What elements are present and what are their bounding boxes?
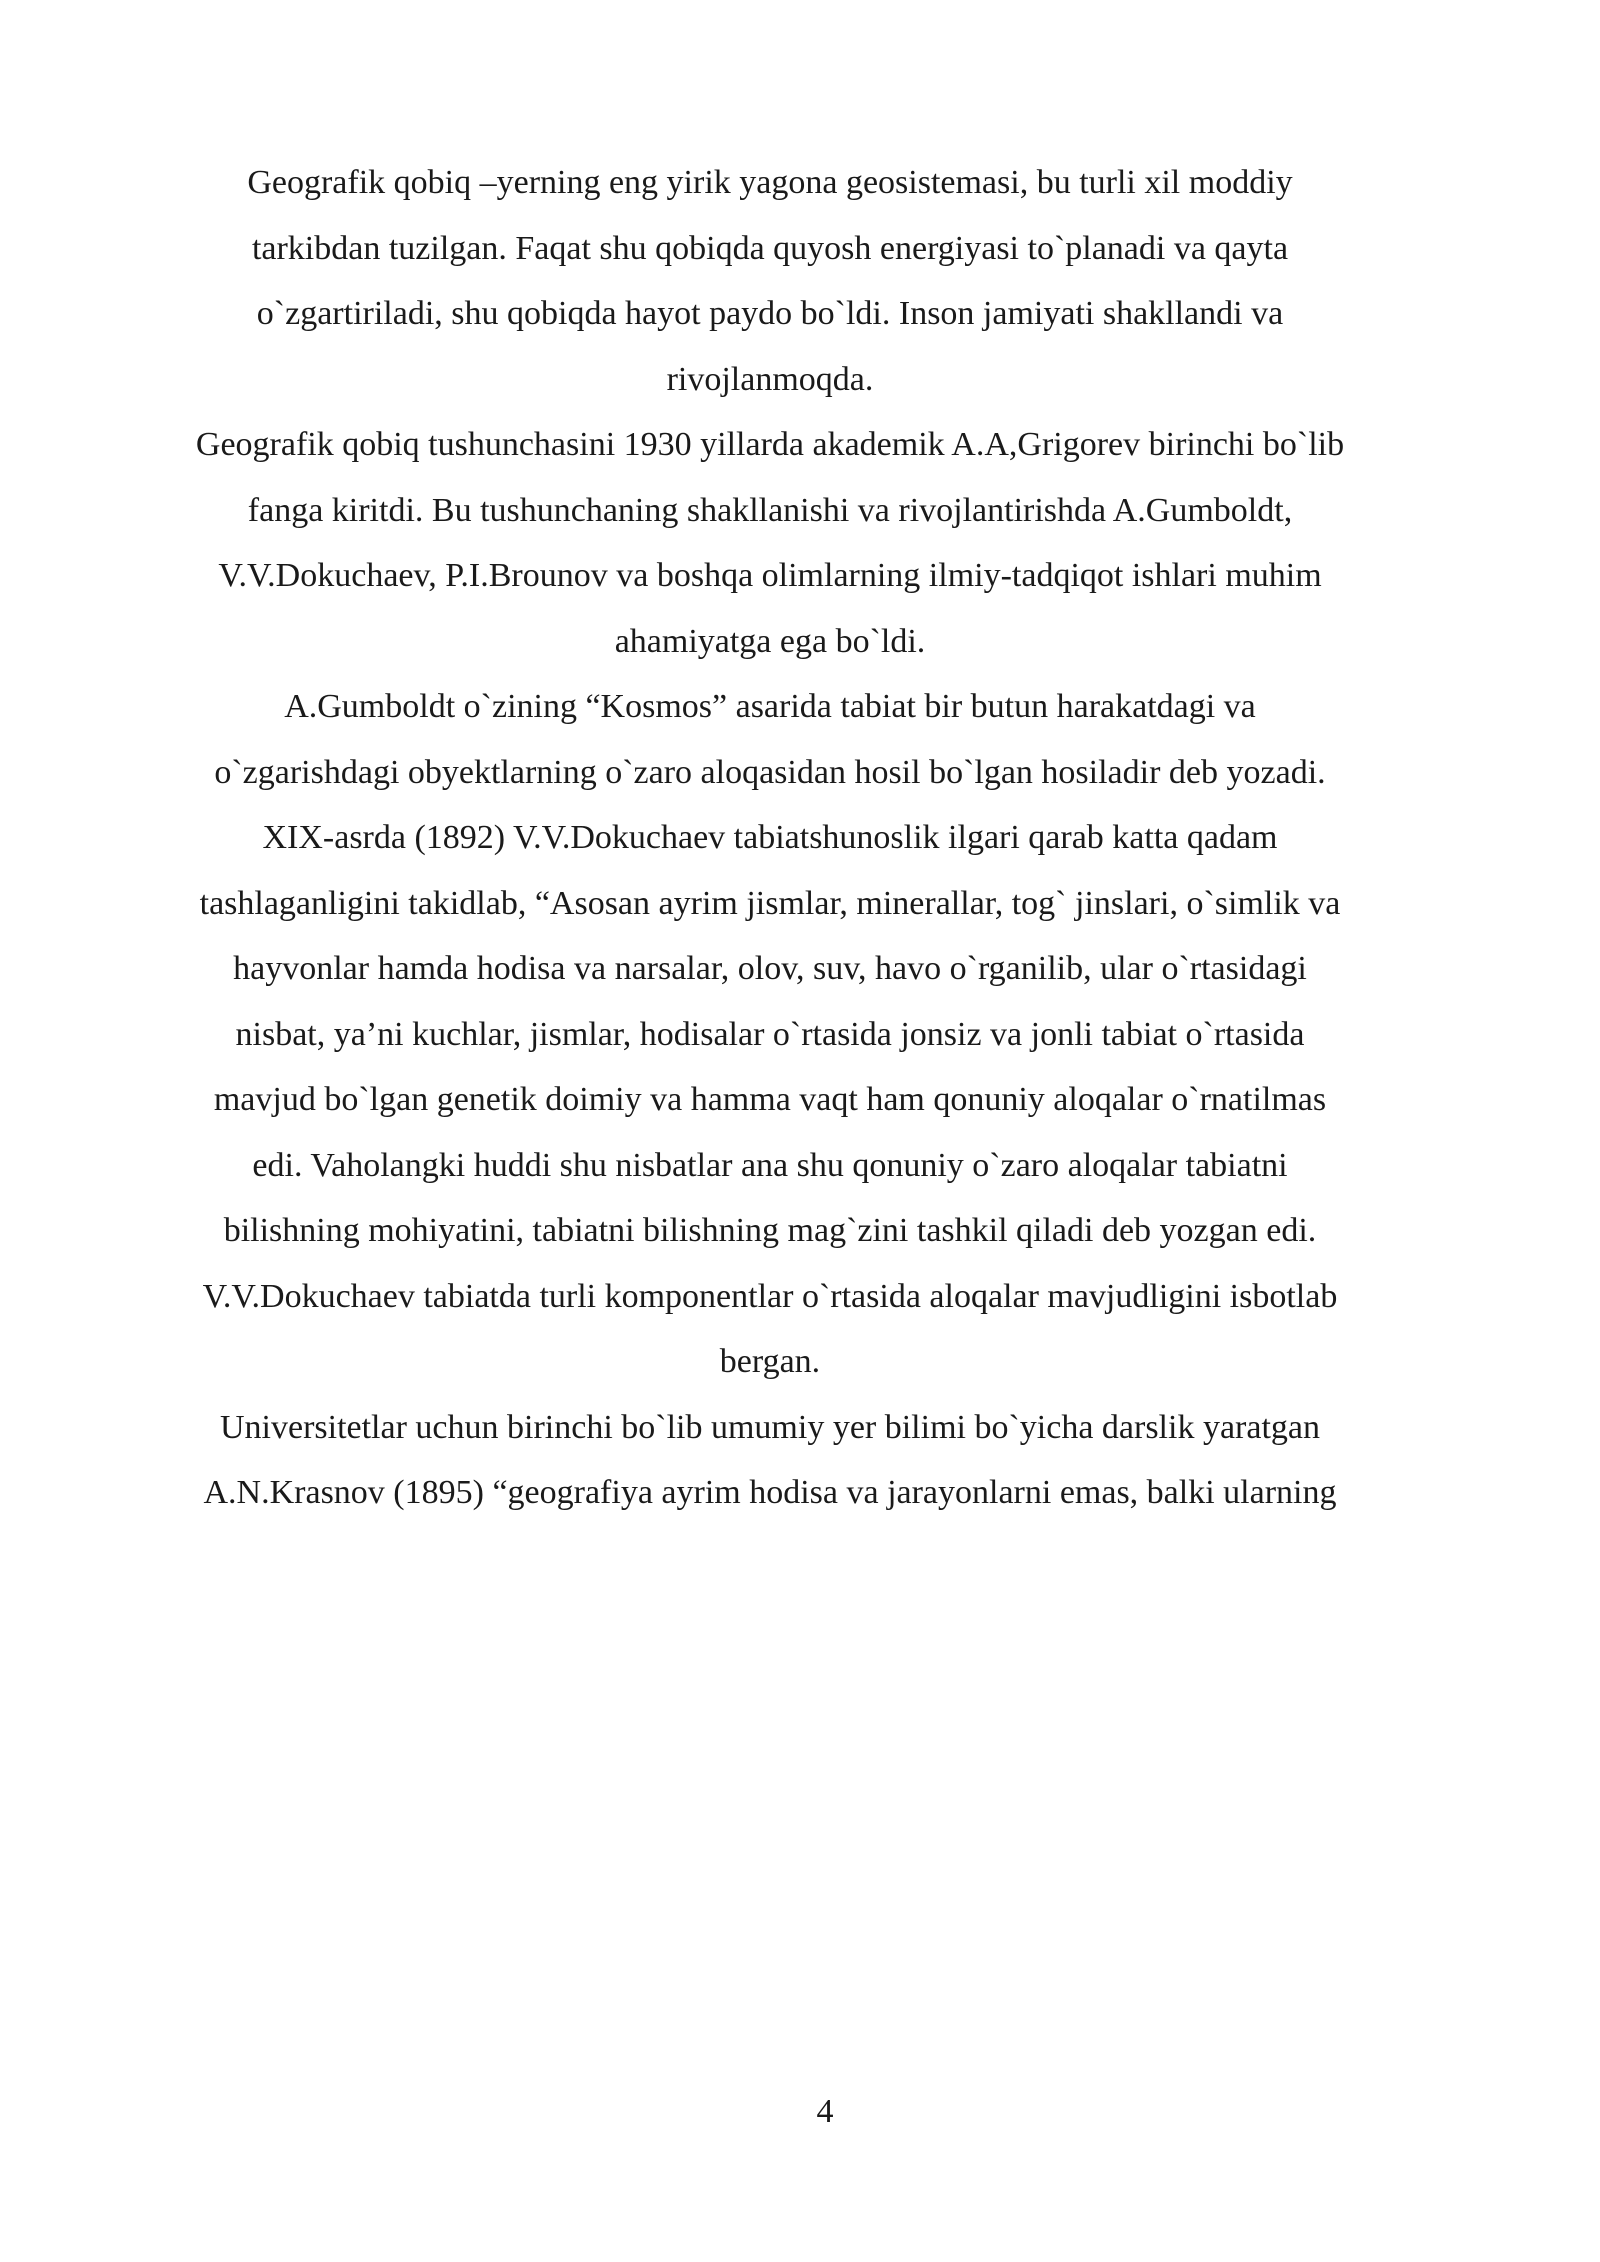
- text-line: tashlaganligini takidlab, “Asosan ayrim jismlar, minerallar, tog` jinslari, o`simlik va: [199, 884, 1341, 922]
- text-line: Geografik qobiq –yerning eng yirik yagona geosistemasi, bu turli xil moddiy: [247, 164, 1293, 201]
- text-line: Universitetlar uchun birinchi bo`lib umumiy yer bilimi bo`yicha darslik yaratgan: [219, 1408, 1320, 1446]
- text-line: nisbat, ya’ni kuchlar, jismlar, hodisalar o`rtasida jonsiz va jonli tabiat o`rtasida: [235, 1015, 1305, 1053]
- page-number: 4: [816, 2093, 834, 2130]
- text-line: fanga kiritdi. Bu tushunchaning shakllanishi va rivojlantirishda A.Gumboldt,: [247, 491, 1293, 529]
- text-line: bergan.: [719, 1343, 821, 1380]
- text-line: V.V.Dokuchaev, P.I.Brounov va boshqa olimlarning ilmiy-tadqiqot ishlari muhim: [218, 557, 1322, 594]
- text-line: rivojlanmoqda.: [666, 360, 874, 398]
- text-line: A.Gumboldt o`zining “Kosmos” asarida tabiat bir butun harakatdagi va: [284, 688, 1256, 725]
- text-line: ahamiyatga ega bo`ldi.: [614, 622, 926, 660]
- text-line: bilishning mohiyatini, tabiatni bilishning mag`zini tashkil qiladi deb yozgan edi.: [223, 1212, 1317, 1249]
- text-line: hayvonlar hamda hodisa va narsalar, olov, suv, havo o`rganilib, ular o`rtasidagi: [233, 950, 1307, 987]
- text-line: mavjud bo`lgan genetik doimiy va hamma vaqt ham qonuniy aloqalar o`rnatilmas: [213, 1081, 1327, 1118]
- text-line: o`zgarishdagi obyektlarning o`zaro aloqasidan hosil bo`lgan hosiladir deb yozadi.: [214, 753, 1326, 791]
- text-line: o`zgartiriladi, shu qobiqda hayot paydo bo`ldi. Inson jamiyati shakllandi va: [256, 295, 1284, 332]
- text-line: A.N.Krasnov (1895) “geografiya ayrim hodisa va jarayonlarni emas, balki ularning: [203, 1474, 1337, 1511]
- text-line: Geografik qobiq tushunchasini 1930 yillarda akademik A.A,Grigorev birinchi bo`lib: [195, 426, 1345, 463]
- body-text: [100, 150, 1440, 1526]
- text-line: edi. Vaholangki huddi shu nisbatlar ana shu qonuniy o`zaro aloqalar tabiatni: [252, 1146, 1288, 1184]
- text-line: tarkibdan tuzilgan. Faqat shu qobiqda quyosh energiyasi to`planadi va qayta: [251, 229, 1289, 267]
- text-line: XIX-asrda (1892) V.V.Dokuchaev tabiatshunoslik ilgari qarab katta qadam: [262, 819, 1278, 856]
- text-line: V.V.Dokuchaev tabiatda turli komponentlar o`rtasida aloqalar mavjudligini isbotlab: [202, 1277, 1338, 1315]
